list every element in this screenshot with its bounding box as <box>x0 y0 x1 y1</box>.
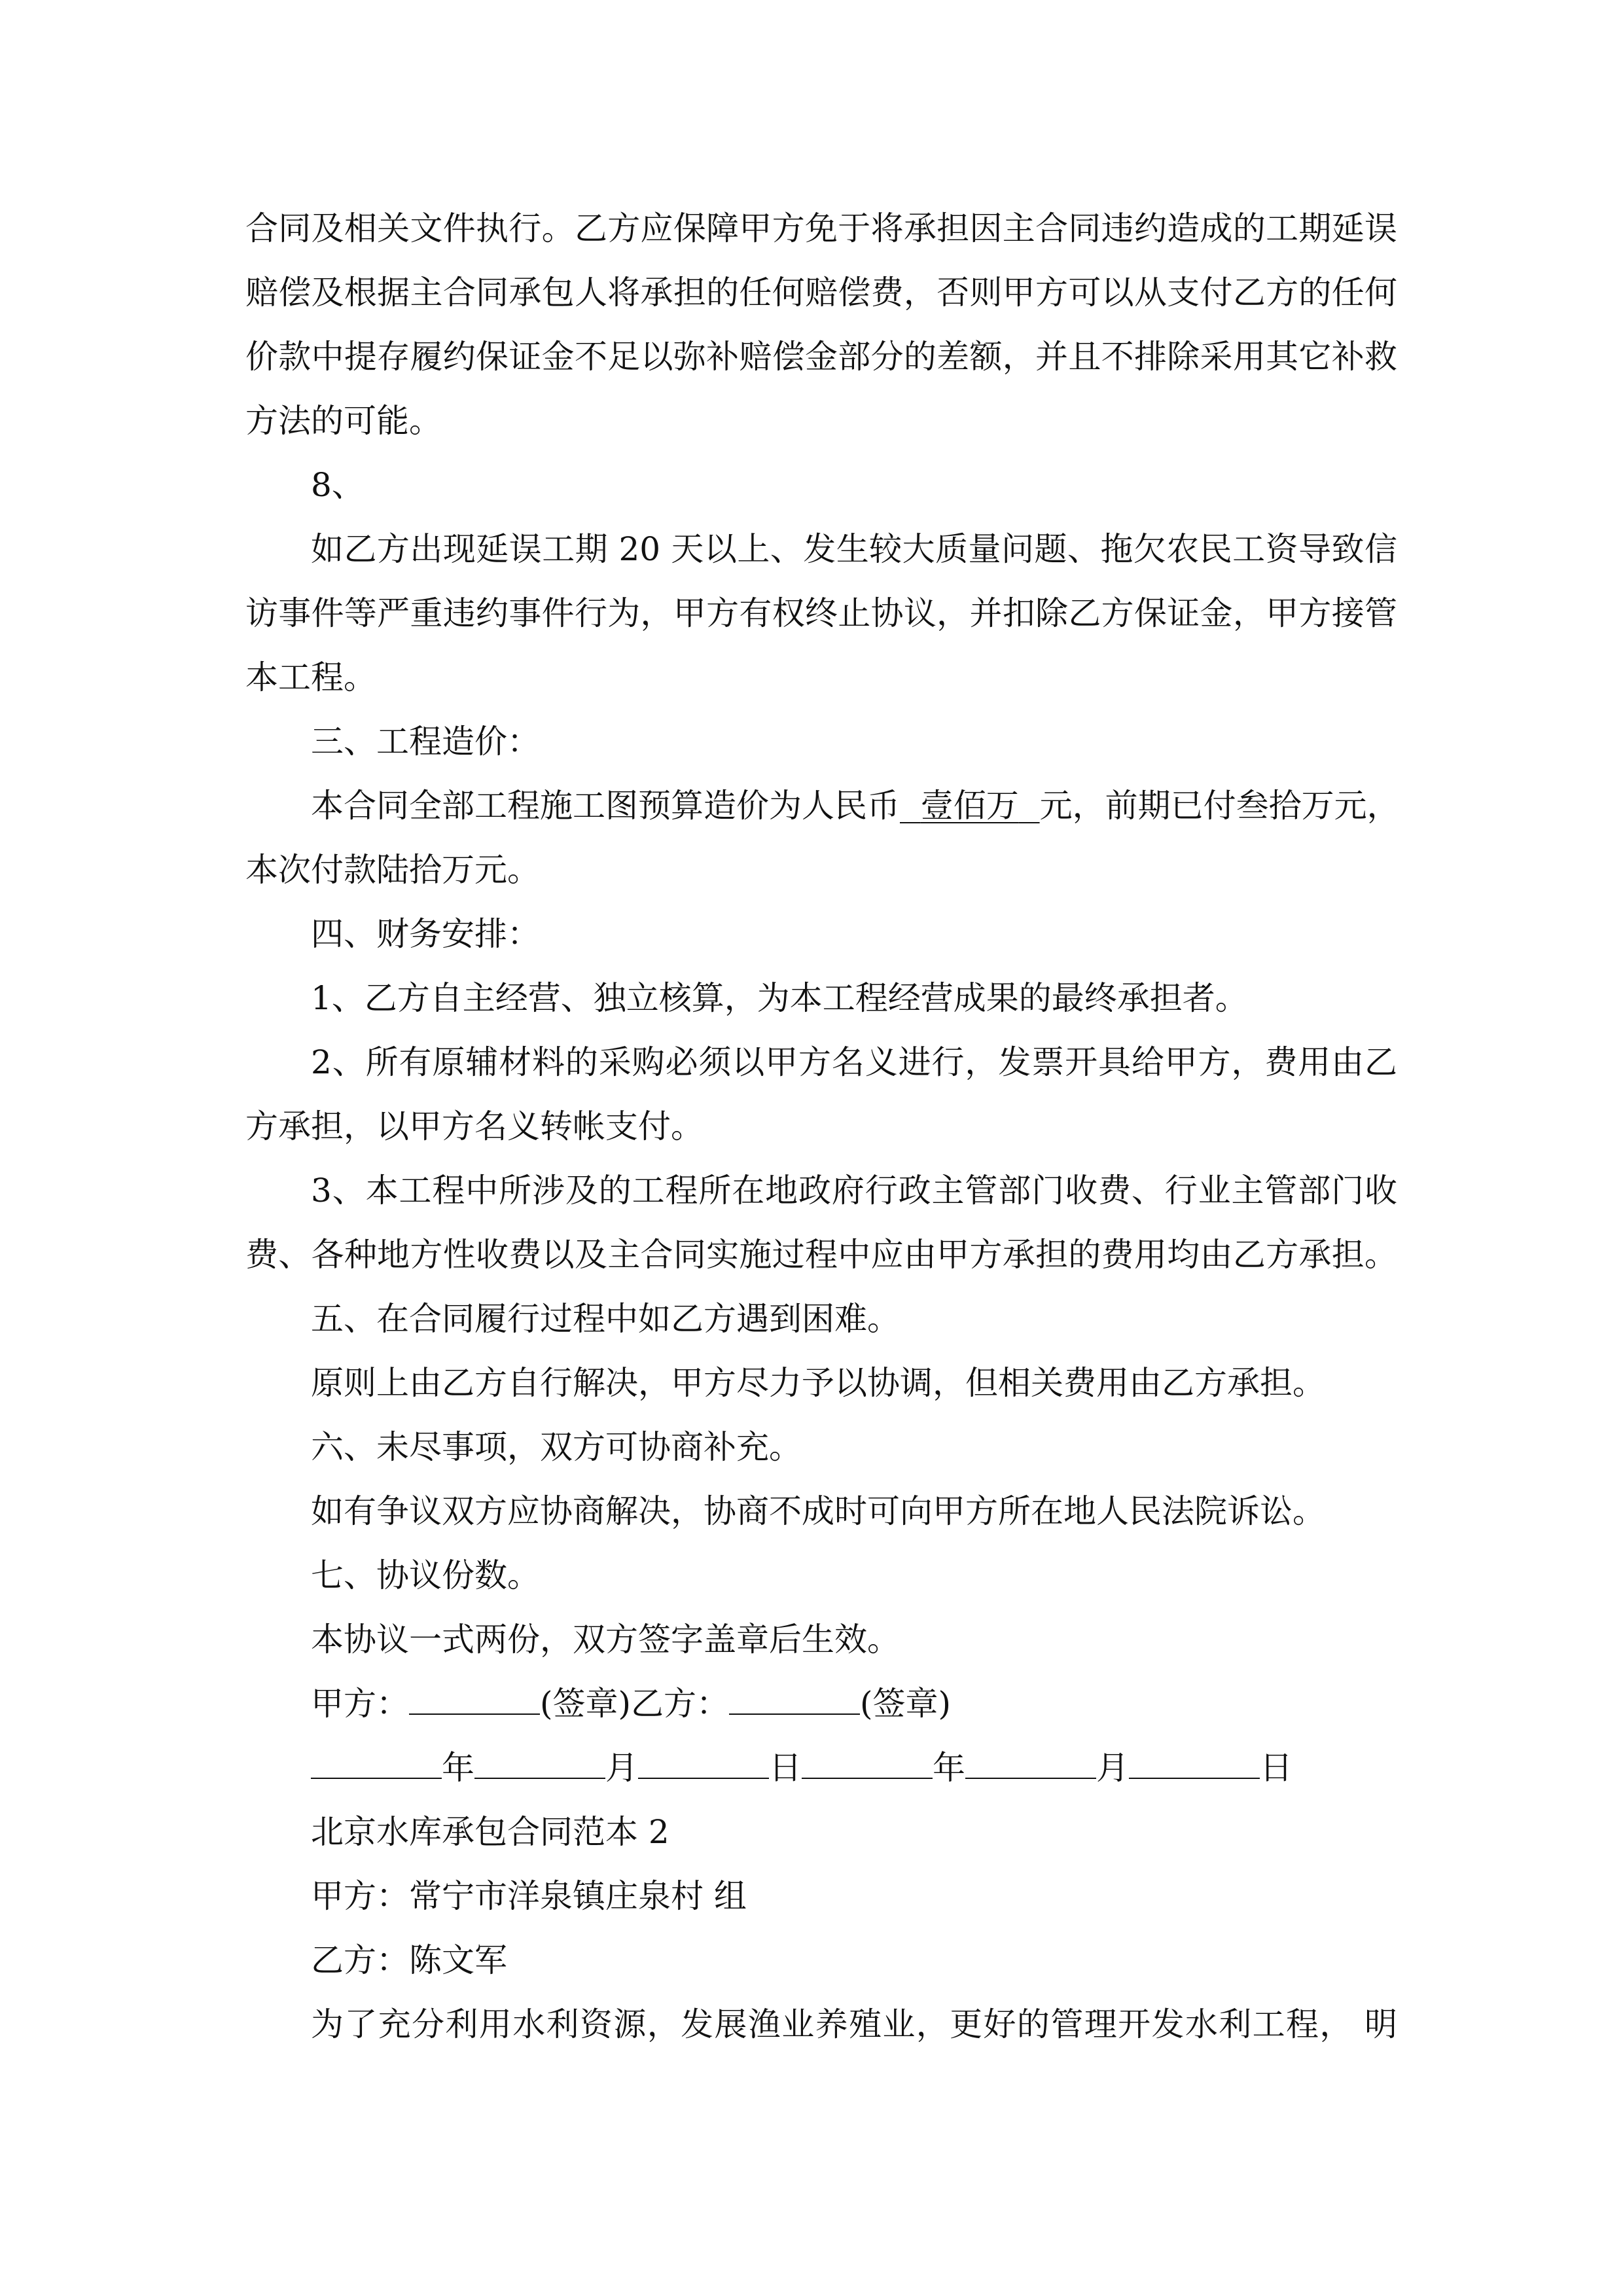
section-heading: 七、协议份数。 <box>311 1556 540 1594</box>
year-blank <box>802 1751 933 1779</box>
paragraph-line <box>245 774 1400 838</box>
party-a-label: 甲方： <box>311 1685 409 1723</box>
paragraph-line: 原则上由乙方自行解决，甲方尽力予以协调，但相关费用由乙方承担。 <box>311 1364 1325 1402</box>
paragraph-line: 1、乙方自主经营、独立核算，为本工程经营成果的最终承担者。 <box>311 979 1248 1017</box>
day-blank <box>1129 1751 1260 1779</box>
seal-label: (签章) <box>540 1685 632 1723</box>
paragraph-line: 3、本工程中所涉及的工程所在地政府行政主管部门收费、行业主管部门收 <box>311 1172 1397 1210</box>
year-label: 年 <box>442 1749 474 1787</box>
paragraph-line: 本次付款陆拾万元。 <box>245 851 540 889</box>
month-blank <box>474 1751 605 1779</box>
paragraph-line: 为了充分利用水利资源，发展渔业养殖业，更好的管理开发水利工程， 明 <box>311 2005 1397 2043</box>
day-blank <box>638 1751 769 1779</box>
section-heading: 六、未尽事项，双方可协商补充。 <box>311 1428 802 1466</box>
party-b-line: 乙方：陈文军 <box>311 1941 507 1979</box>
clause-number: 8、 <box>311 466 365 504</box>
price-amount: 壹佰万 <box>920 787 1019 825</box>
month-blank <box>965 1751 1096 1779</box>
signature-line <box>245 1672 1397 1736</box>
seal-label: (签章) <box>860 1685 952 1723</box>
paragraph-line: 本协议一式两份，双方签字盖章后生效。 <box>311 1621 900 1659</box>
section-heading: 五、在合同履行过程中如乙方遇到困难。 <box>311 1300 900 1338</box>
paragraph-line: 本工程。 <box>245 658 376 696</box>
day-label: 日 <box>1260 1749 1293 1787</box>
paragraph-line: 价款中提存履约保证金不足以弥补赔偿金部分的差额，并且不排除采用其它补救 <box>245 338 1397 376</box>
year-label: 年 <box>933 1749 965 1787</box>
paragraph-line: 如乙方出现延误工期 20 天以上、发生较大质量问题、拖欠农民工资导致信 <box>311 530 1397 568</box>
contract-title: 北京水库承包合同范本 2 <box>311 1813 669 1851</box>
paragraph-line: 2、所有原辅材料的采购必须以甲方名义进行，发票开具给甲方，费用由乙 <box>311 1043 1397 1081</box>
document-page <box>245 196 1400 2056</box>
party-b-label: 乙方： <box>631 1685 730 1723</box>
party-a-signature-blank <box>409 1687 540 1715</box>
paragraph-line: 合同及相关文件执行。乙方应保障甲方免于将承担因主合同违约造成的工期延误 <box>245 209 1397 247</box>
paragraph-line: 方法的可能。 <box>245 402 442 440</box>
month-label: 月 <box>1096 1749 1129 1787</box>
paragraph-line: 赔偿及根据主合同承包人将承担的任何赔偿费，否则甲方可以从支付乙方的任何 <box>245 274 1397 312</box>
price-text-suffix: 元，前期已付叁拾万元， <box>1039 787 1400 825</box>
date-line <box>245 1736 1397 1800</box>
year-blank <box>311 1751 442 1779</box>
paragraph-line: 访事件等严重违约事件行为，甲方有权终止协议，并扣除乙方保证金，甲方接管 <box>245 594 1397 632</box>
price-text-prefix: 本合同全部工程施工图预算造价为人民币 <box>311 787 900 825</box>
section-heading: 三、工程造价： <box>311 723 540 761</box>
paragraph-line: 方承担，以甲方名义转帐支付。 <box>245 1107 704 1145</box>
party-a-line: 甲方：常宁市洋泉镇庄泉村 组 <box>311 1877 747 1915</box>
paragraph-line: 费、各种地方性收费以及主合同实施过程中应由甲方承担的费用均由乙方承担。 <box>245 1236 1397 1274</box>
day-label: 日 <box>769 1749 802 1787</box>
section-heading: 四、财务安排： <box>311 915 540 953</box>
party-b-signature-blank <box>729 1687 860 1715</box>
month-label: 月 <box>605 1749 638 1787</box>
paragraph-line: 如有争议双方应协商解决，协商不成时可向甲方所在地人民法院诉讼。 <box>311 1492 1325 1530</box>
